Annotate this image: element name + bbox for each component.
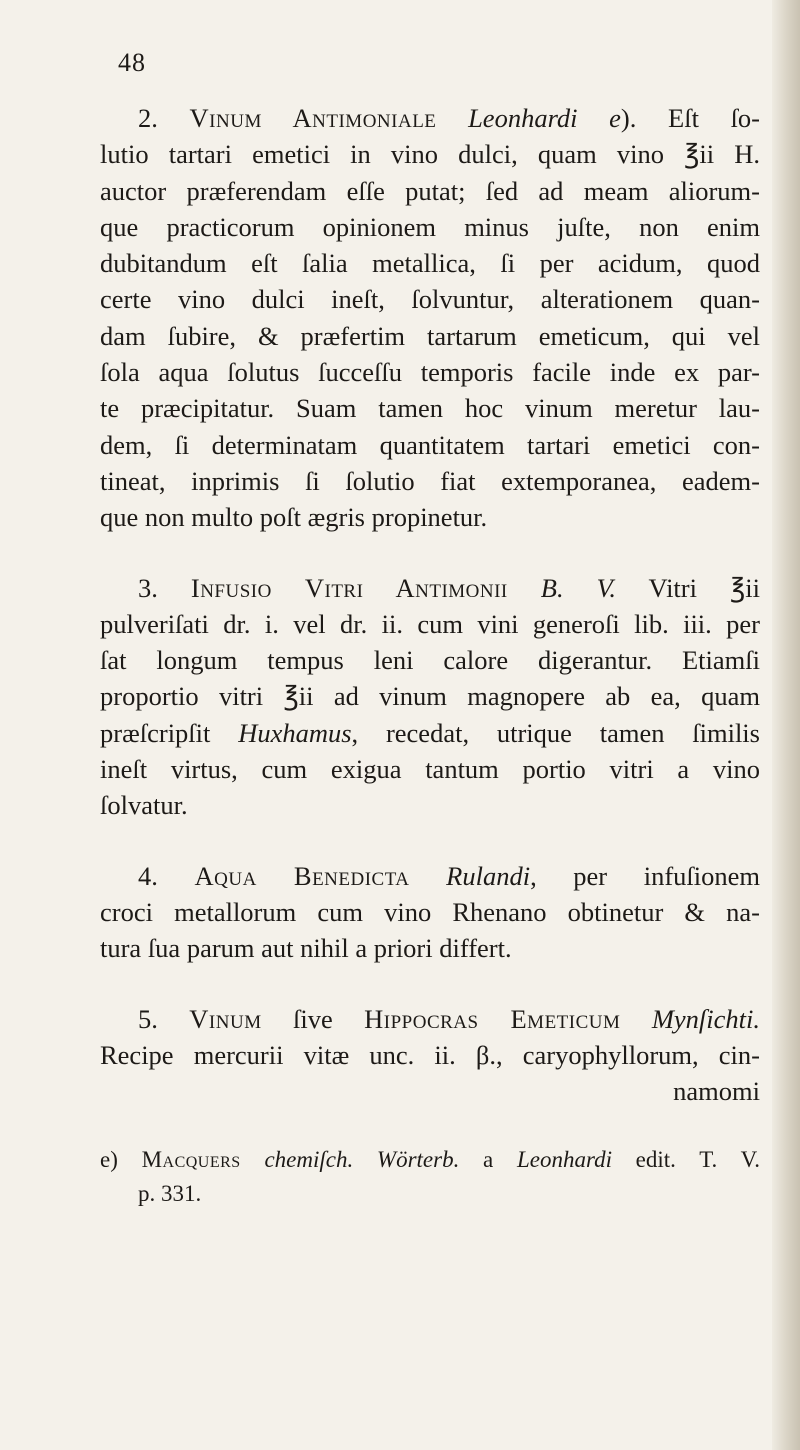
text-run: Recipe mercurii vitæ unc. ii. β., caryophyllorum, cin- xyxy=(100,1039,760,1070)
text-run: Vitri ℥ii xyxy=(616,572,761,603)
paragraph xyxy=(100,570,760,824)
text-run: croci metallorum cum vino Rhenano obtinetur & na- xyxy=(100,896,760,927)
text-line xyxy=(100,390,760,426)
text-line xyxy=(100,570,760,606)
footnote-line xyxy=(100,1143,760,1177)
italic-text: Leonhardi xyxy=(516,1147,612,1173)
text-run: ſat longum tempus leni calore digerantur. Etiamſi xyxy=(100,645,760,676)
italic-text: B. V. xyxy=(540,572,616,603)
text-line xyxy=(100,1001,760,1037)
text-line xyxy=(100,1073,760,1109)
text-line xyxy=(100,930,760,966)
text-run: dubitandum eſt ſalia metallica, ſi per acidum, quod xyxy=(100,248,760,279)
text-run: ). Eſt ſo- xyxy=(620,103,761,133)
page-number: 48 xyxy=(118,48,146,77)
text-line xyxy=(100,245,760,281)
small-caps-text: Macquers xyxy=(141,1147,241,1173)
text-run xyxy=(241,1147,265,1172)
text-run xyxy=(410,861,447,891)
paragraph xyxy=(100,858,760,967)
text-run: ſolvatur. xyxy=(100,790,188,821)
text-line xyxy=(100,1037,760,1073)
text-run: ineſt virtus, cum exigua tantum portio vitri a vino xyxy=(100,754,760,785)
text-run: certe vino dulci ineſt, ſolvuntur, alterationem quan- xyxy=(100,284,760,315)
text-line xyxy=(100,715,760,751)
text-run: dam ſubire, & præfertim tartarum emeticum, qui vel xyxy=(100,320,760,351)
text-line xyxy=(100,858,760,894)
text-run: 2. xyxy=(138,103,190,133)
small-caps-text: Aqua Benedicta xyxy=(194,860,410,891)
page-edge-shadow xyxy=(772,0,800,1450)
text-run: a xyxy=(459,1147,517,1173)
text-run: proportio vitri ℥ii ad vinum magnopere ab ea, quam xyxy=(100,681,760,712)
text-run xyxy=(620,1004,651,1034)
text-run: , recedat, utrique tamen ſimilis xyxy=(351,717,760,748)
body-text xyxy=(100,100,760,1211)
text-run xyxy=(508,573,541,603)
text-run: edit. T. V. xyxy=(611,1147,760,1173)
italic-text: chemiſch. Wörterb. xyxy=(264,1147,460,1173)
text-line xyxy=(100,499,760,535)
small-caps-text: Infusio Vitri Antimonii xyxy=(190,572,508,603)
text-line xyxy=(100,463,760,499)
italic-text: Leonhardi e xyxy=(468,103,621,133)
text-run: tineat, inprimis ſi ſolutio fiat extemporanea, eadem- xyxy=(100,465,760,496)
paragraph xyxy=(100,1001,760,1110)
text-line xyxy=(100,751,760,787)
paragraph xyxy=(100,100,760,536)
italic-text: Mynſichti. xyxy=(651,1003,760,1034)
italic-text: Huxhamus xyxy=(238,717,352,748)
text-line xyxy=(100,678,760,714)
text-run: 4. xyxy=(138,860,195,891)
text-run: que non multo poſt ægris propinetur. xyxy=(100,502,488,533)
text-line xyxy=(100,136,760,172)
text-run: p. 331. xyxy=(138,1181,202,1207)
text-run: 3. xyxy=(138,572,191,603)
text-run: namomi xyxy=(673,1076,760,1107)
text-run: tura ſua parum aut nihil a priori differt. xyxy=(100,933,512,964)
text-run: auctor præferendam eſſe putat; ſed ad meam aliorum- xyxy=(100,175,760,206)
text-line xyxy=(100,173,760,209)
text-run: dem, ſi determinatam quantitatem tartari emetici con- xyxy=(100,429,760,460)
text-line xyxy=(100,787,760,823)
text-run: e) xyxy=(100,1147,142,1173)
text-line xyxy=(100,606,760,642)
text-line xyxy=(100,209,760,245)
small-caps-text: Hippocras Emeticum xyxy=(364,1003,621,1034)
text-run: ſola aqua ſolutus ſucceſſu temporis facile inde ex par- xyxy=(100,357,760,388)
footnote xyxy=(100,1143,760,1211)
text-line xyxy=(100,281,760,317)
text-run: , per infuſionem xyxy=(530,860,761,891)
text-run: lutio tartari emetici in vino dulci, quam vino ℥ii H. xyxy=(100,139,760,170)
text-line xyxy=(100,642,760,678)
text-line xyxy=(100,318,760,354)
small-caps-text: Vinum xyxy=(189,1003,262,1034)
italic-text: Rulandi xyxy=(446,860,531,891)
text-run: que practicorum opinionem minus juſte, non enim xyxy=(100,211,760,242)
text-run xyxy=(436,103,468,133)
text-run: præſcripſit xyxy=(100,717,239,748)
small-caps-text: Vinum Antimoniale xyxy=(189,103,437,133)
text-run: ſive xyxy=(261,1003,365,1034)
text-run: te præcipitatur. Suam tamen hoc vinum meretur lau- xyxy=(100,393,760,424)
text-line xyxy=(100,354,760,390)
text-line xyxy=(100,427,760,463)
footnote-line xyxy=(100,1177,760,1211)
text-line xyxy=(100,100,760,136)
text-run: pulveriſati dr. i. vel dr. ii. cum vini generoſi lib. iii. per xyxy=(100,608,760,639)
text-line xyxy=(100,894,760,930)
text-run: 5. xyxy=(138,1003,190,1034)
